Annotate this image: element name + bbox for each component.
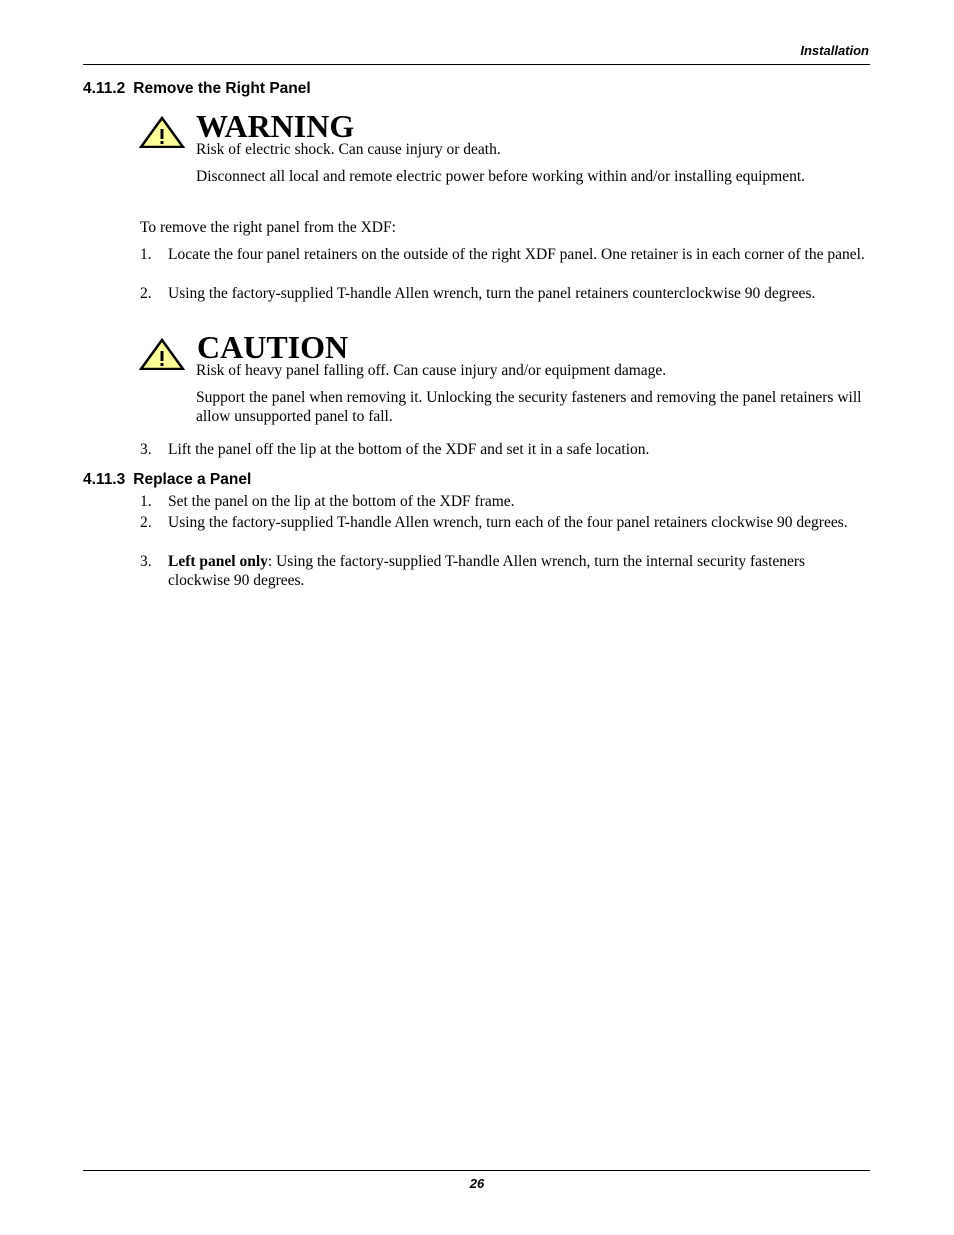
list-text-rest: : Using the factory-supplied T-handle Allen wrench, turn the internal security fasteners clockwise 90 degrees.: [168, 553, 806, 589]
list-number: 2.: [140, 285, 152, 302]
footer-rule: [83, 1170, 870, 1171]
section-title: Remove the Right Panel: [133, 80, 311, 97]
caution-text: [196, 362, 871, 426]
page-number: 26: [469, 1176, 485, 1191]
list-text: Lift the panel off the lip at the bottom of the XDF and set it in a safe location.: [168, 441, 650, 458]
warning-line: Risk of electric shock. Can cause injury or death.: [196, 141, 501, 158]
list-number: 3.: [140, 553, 152, 570]
section-heading-replace-panel: [83, 471, 251, 489]
running-header: Installation: [800, 43, 869, 58]
section-number: 4.11.2: [83, 80, 126, 97]
caution-triangle-icon: [139, 338, 185, 370]
caution-title: CAUTION: [197, 329, 349, 365]
list-text: Using the factory-supplied T-handle Allen wrench, turn the panel retainers counterclockwise 90 degrees.: [168, 285, 816, 302]
warning-line: Disconnect all local and remote electric power before working within and/or installing equipment.: [196, 168, 806, 185]
header-rule: [83, 64, 870, 65]
warning-triangle-icon: [139, 116, 185, 148]
caution-line: Risk of heavy panel falling off. Can cause injury and/or equipment damage.: [196, 362, 667, 379]
section-title: Replace a Panel: [133, 471, 252, 488]
list-number: 3.: [140, 441, 152, 458]
list-text: Set the panel on the lip at the bottom of the XDF frame.: [168, 493, 515, 510]
section-number: 4.11.3: [83, 471, 126, 488]
list-number: 1.: [140, 493, 152, 510]
list-text: [168, 553, 870, 590]
list-text: Locate the four panel retainers on the outside of the right XDF panel. One retainer is in each corner of the panel.: [168, 246, 865, 263]
warning-text: [196, 141, 871, 187]
list-number: 1.: [140, 246, 152, 263]
list-number: 2.: [140, 514, 152, 531]
caution-line: Support the panel when removing it. Unlocking the security fasteners and removing the panel retainers will allow unsupported panel to fall.: [196, 389, 862, 425]
list-text: Using the factory-supplied T-handle Allen wrench, turn each of the four panel retainers clockwise 90 degrees.: [168, 514, 848, 531]
bold-lead: Left panel only: [168, 553, 268, 570]
warning-title: WARNING: [196, 108, 355, 144]
section-heading-remove-right-panel: [83, 80, 311, 98]
intro-paragraph: To remove the right panel from the XDF:: [140, 219, 396, 236]
